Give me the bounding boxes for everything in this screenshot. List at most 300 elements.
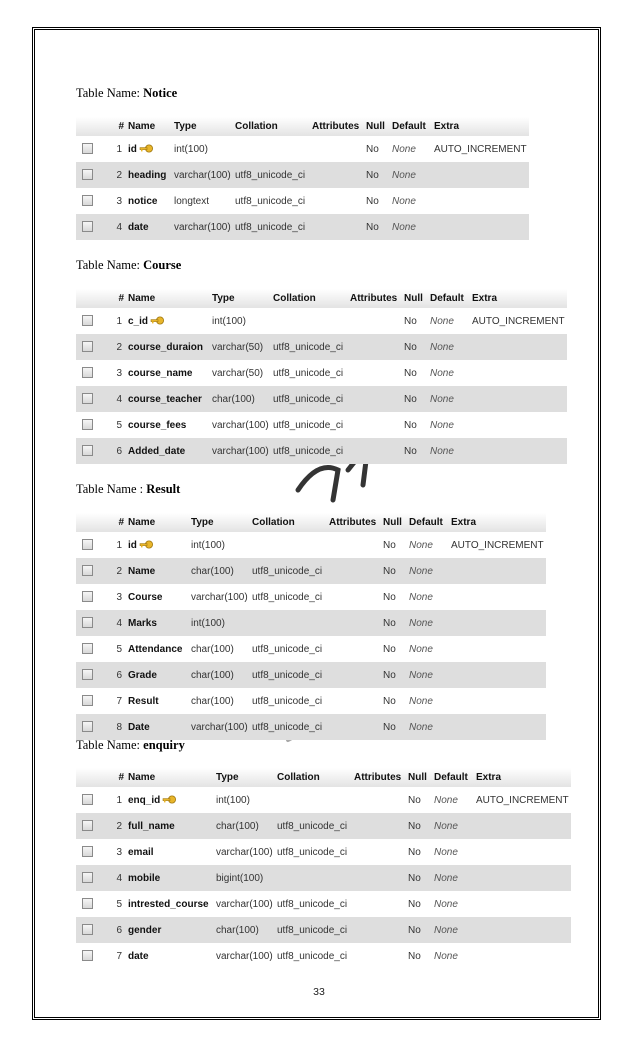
extra-cell bbox=[432, 188, 529, 214]
column-header-field-type[interactable]: Type bbox=[189, 513, 250, 532]
attributes-cell bbox=[352, 917, 406, 943]
field-type-text: varchar(50) bbox=[212, 367, 264, 379]
row-checkbox[interactable] bbox=[82, 898, 93, 909]
row-checkbox[interactable] bbox=[82, 393, 93, 404]
null-cell bbox=[364, 188, 390, 214]
default-text: None bbox=[409, 539, 433, 551]
row-number-text: 2 bbox=[116, 820, 122, 832]
field-type-cell bbox=[210, 412, 271, 438]
attributes-cell bbox=[327, 714, 381, 740]
column-header-collation[interactable]: Collation bbox=[275, 768, 352, 787]
field-name-text: full_name bbox=[128, 820, 175, 832]
row-select-cell bbox=[76, 865, 108, 891]
default-text: None bbox=[434, 794, 458, 806]
extra-cell bbox=[474, 813, 571, 839]
column-header-row-number[interactable]: # bbox=[108, 513, 126, 532]
row-number-text: 2 bbox=[116, 169, 122, 181]
row-number-text: 1 bbox=[116, 794, 122, 806]
row-checkbox[interactable] bbox=[82, 367, 93, 378]
extra-cell bbox=[449, 558, 546, 584]
default-text: None bbox=[430, 367, 454, 379]
extra-text: AUTO_INCREMENT bbox=[451, 539, 544, 551]
field-type-text: varchar(100) bbox=[216, 846, 273, 858]
row-checkbox[interactable] bbox=[82, 924, 93, 935]
column-header-field-name[interactable]: Name bbox=[126, 289, 210, 308]
table-row bbox=[76, 162, 529, 188]
row-number-cell bbox=[108, 714, 126, 740]
field-type-cell bbox=[214, 787, 275, 813]
field-type-cell bbox=[189, 558, 250, 584]
column-header-attributes[interactable]: Attributes bbox=[352, 768, 406, 787]
row-number-text: 5 bbox=[116, 643, 122, 655]
row-number-text: 6 bbox=[116, 924, 122, 936]
column-header-attributes[interactable]: Attributes bbox=[310, 117, 364, 136]
null-cell bbox=[406, 943, 432, 969]
null-text: No bbox=[366, 195, 379, 207]
default-text: None bbox=[392, 169, 416, 181]
extra-cell bbox=[449, 662, 546, 688]
collation-cell bbox=[271, 308, 348, 334]
column-header-field-type[interactable]: Type bbox=[210, 289, 271, 308]
field-type-cell bbox=[172, 162, 233, 188]
collation-text: utf8_unicode_ci bbox=[273, 445, 344, 457]
field-name-text: gender bbox=[128, 924, 162, 936]
field-name-cell bbox=[126, 558, 189, 584]
default-text: None bbox=[409, 643, 433, 655]
row-select-cell bbox=[76, 334, 108, 360]
column-header-extra[interactable]: Extra bbox=[474, 768, 571, 787]
row-number-cell bbox=[108, 162, 126, 188]
row-number-cell bbox=[108, 839, 126, 865]
default-text: None bbox=[430, 445, 454, 457]
field-name-text: Marks bbox=[128, 617, 157, 629]
collation-text: utf8_unicode_ci bbox=[277, 820, 348, 832]
field-name-cell bbox=[126, 532, 189, 558]
column-header-extra[interactable]: Extra bbox=[449, 513, 546, 532]
row-number-text: 4 bbox=[116, 872, 122, 884]
field-name-text: c_id bbox=[128, 315, 149, 327]
field-name-cell bbox=[126, 636, 189, 662]
row-select-cell bbox=[76, 162, 108, 188]
structure-table-enquiry bbox=[76, 768, 571, 969]
default-text: None bbox=[392, 221, 416, 233]
table-title-result: Table Name : Result bbox=[76, 482, 181, 496]
field-type-cell bbox=[210, 334, 271, 360]
field-name-cell bbox=[126, 813, 214, 839]
attributes-cell bbox=[352, 891, 406, 917]
default-text: None bbox=[392, 195, 416, 207]
collation-text: utf8_unicode_ci bbox=[252, 565, 323, 577]
default-cell bbox=[390, 162, 432, 188]
column-header-collation[interactable]: Collation bbox=[233, 117, 310, 136]
row-select-cell bbox=[76, 787, 108, 813]
table-row bbox=[76, 214, 529, 240]
extra-cell bbox=[449, 688, 546, 714]
null-text: No bbox=[383, 669, 396, 681]
null-cell bbox=[406, 865, 432, 891]
field-type-text: char(100) bbox=[212, 393, 255, 405]
null-text: No bbox=[404, 419, 417, 431]
row-checkbox[interactable] bbox=[82, 591, 93, 602]
attributes-cell bbox=[348, 412, 402, 438]
collation-text: utf8_unicode_ci bbox=[273, 393, 344, 405]
row-checkbox[interactable] bbox=[82, 820, 93, 831]
null-text: No bbox=[383, 643, 396, 655]
row-number-cell bbox=[108, 136, 126, 162]
collation-cell bbox=[250, 584, 327, 610]
null-cell bbox=[364, 162, 390, 188]
row-number-cell bbox=[108, 662, 126, 688]
row-checkbox[interactable] bbox=[82, 721, 93, 732]
collation-cell bbox=[271, 438, 348, 464]
field-type-cell bbox=[210, 360, 271, 386]
attributes-cell bbox=[310, 162, 364, 188]
extra-cell bbox=[474, 865, 571, 891]
attributes-cell bbox=[327, 636, 381, 662]
column-header-null[interactable]: Null bbox=[406, 768, 432, 787]
field-name-text: course_teacher bbox=[128, 393, 202, 405]
row-select-cell bbox=[76, 558, 108, 584]
row-select-cell bbox=[76, 688, 108, 714]
field-type-text: int(100) bbox=[191, 539, 225, 551]
field-type-text: int(100) bbox=[216, 794, 250, 806]
table-title-enquiry: Table Name: enquiry bbox=[76, 738, 185, 752]
null-text: No bbox=[383, 539, 396, 551]
null-text: No bbox=[408, 924, 421, 936]
collation-text: utf8_unicode_ci bbox=[235, 169, 306, 181]
field-type-text: int(100) bbox=[174, 143, 208, 155]
default-cell bbox=[407, 584, 449, 610]
null-text: No bbox=[408, 950, 421, 962]
field-name-cell bbox=[126, 714, 189, 740]
primary-key-icon bbox=[139, 144, 153, 153]
row-number-text: 8 bbox=[116, 721, 122, 733]
field-name-text: intrested_course bbox=[128, 898, 209, 910]
row-select-cell bbox=[76, 532, 108, 558]
column-header-null[interactable]: Null bbox=[402, 289, 428, 308]
field-name-cell bbox=[126, 438, 210, 464]
field-name-text: Grade bbox=[128, 669, 157, 681]
attributes-cell bbox=[327, 688, 381, 714]
row-checkbox[interactable] bbox=[82, 341, 93, 352]
collation-cell bbox=[275, 891, 352, 917]
column-header-row-number[interactable]: # bbox=[108, 768, 126, 787]
row-checkbox[interactable] bbox=[82, 169, 93, 180]
collation-cell bbox=[275, 917, 352, 943]
field-type-text: varchar(100) bbox=[174, 169, 231, 181]
null-text: No bbox=[408, 898, 421, 910]
null-cell bbox=[402, 386, 428, 412]
null-cell bbox=[406, 813, 432, 839]
table-row bbox=[76, 688, 546, 714]
structure-table-result bbox=[76, 513, 546, 740]
table-title-course: Table Name: Course bbox=[76, 258, 182, 272]
field-name-text: Result bbox=[128, 695, 159, 707]
column-header-collation[interactable]: Collation bbox=[271, 289, 348, 308]
default-text: None bbox=[409, 721, 433, 733]
row-checkbox[interactable] bbox=[82, 669, 93, 680]
table-row bbox=[76, 714, 546, 740]
row-select-cell bbox=[76, 839, 108, 865]
null-text: No bbox=[383, 721, 396, 733]
field-name-text: Added_date bbox=[128, 445, 186, 457]
table-row bbox=[76, 386, 567, 412]
collation-text: utf8_unicode_ci bbox=[252, 669, 323, 681]
default-cell bbox=[432, 839, 474, 865]
table-row bbox=[76, 891, 571, 917]
field-name-cell bbox=[126, 610, 189, 636]
collation-cell bbox=[271, 334, 348, 360]
table-row bbox=[76, 584, 546, 610]
row-checkbox[interactable] bbox=[82, 617, 93, 628]
collation-cell bbox=[250, 532, 327, 558]
column-header-field-type[interactable]: Type bbox=[214, 768, 275, 787]
field-name-text: notice bbox=[128, 195, 158, 207]
row-checkbox[interactable] bbox=[82, 315, 93, 326]
row-number-cell bbox=[108, 188, 126, 214]
row-number-text: 2 bbox=[116, 341, 122, 353]
field-type-text: varchar(100) bbox=[216, 950, 273, 962]
row-select-cell bbox=[76, 610, 108, 636]
field-type-text: varchar(100) bbox=[216, 898, 273, 910]
field-type-cell bbox=[210, 386, 271, 412]
row-select-cell bbox=[76, 136, 108, 162]
column-header-field-name[interactable]: Name bbox=[126, 768, 214, 787]
row-select-cell bbox=[76, 943, 108, 969]
default-cell bbox=[428, 360, 470, 386]
column-header-extra[interactable]: Extra bbox=[432, 117, 529, 136]
attributes-cell bbox=[352, 865, 406, 891]
default-cell bbox=[428, 438, 470, 464]
row-number-cell bbox=[108, 360, 126, 386]
column-header-extra[interactable]: Extra bbox=[470, 289, 567, 308]
field-name-cell bbox=[126, 412, 210, 438]
field-name-cell bbox=[126, 386, 210, 412]
null-cell bbox=[381, 584, 407, 610]
column-header-field-name[interactable]: Name bbox=[126, 513, 189, 532]
table-row bbox=[76, 136, 529, 162]
row-checkbox[interactable] bbox=[82, 846, 93, 857]
extra-text: AUTO_INCREMENT bbox=[472, 315, 565, 327]
field-name-cell bbox=[126, 943, 214, 969]
row-number-text: 5 bbox=[116, 898, 122, 910]
collation-text: utf8_unicode_ci bbox=[273, 419, 344, 431]
collation-text: utf8_unicode_ci bbox=[273, 341, 344, 353]
collation-cell bbox=[271, 360, 348, 386]
field-name-text: course_duraion bbox=[128, 341, 204, 353]
row-select-cell bbox=[76, 891, 108, 917]
field-name-text: mobile bbox=[128, 872, 161, 884]
null-cell bbox=[381, 610, 407, 636]
row-number-cell bbox=[108, 787, 126, 813]
primary-key-icon bbox=[139, 540, 153, 549]
field-name-text: heading bbox=[128, 169, 167, 181]
extra-cell bbox=[449, 714, 546, 740]
field-type-cell bbox=[189, 610, 250, 636]
field-name-cell bbox=[126, 334, 210, 360]
row-number-cell bbox=[108, 584, 126, 610]
row-checkbox[interactable] bbox=[82, 419, 93, 430]
default-cell bbox=[428, 334, 470, 360]
row-select-cell bbox=[76, 386, 108, 412]
field-name-cell bbox=[126, 188, 172, 214]
row-number-text: 7 bbox=[116, 695, 122, 707]
null-cell bbox=[406, 787, 432, 813]
null-text: No bbox=[404, 315, 417, 327]
table-title-notice: Table Name: Notice bbox=[76, 86, 178, 100]
collation-cell bbox=[233, 188, 310, 214]
field-type-cell bbox=[172, 188, 233, 214]
extra-cell bbox=[470, 386, 567, 412]
row-number-cell bbox=[108, 214, 126, 240]
default-cell bbox=[407, 532, 449, 558]
column-header-null[interactable]: Null bbox=[381, 513, 407, 532]
column-header-attributes[interactable]: Attributes bbox=[348, 289, 402, 308]
field-type-text: char(100) bbox=[191, 695, 234, 707]
field-name-cell bbox=[126, 688, 189, 714]
column-header-collation[interactable]: Collation bbox=[250, 513, 327, 532]
column-header-default[interactable]: Default bbox=[428, 289, 470, 308]
null-cell bbox=[402, 334, 428, 360]
null-cell bbox=[406, 891, 432, 917]
field-type-cell bbox=[214, 891, 275, 917]
field-type-text: varchar(100) bbox=[191, 721, 248, 733]
field-type-cell bbox=[189, 532, 250, 558]
row-checkbox[interactable] bbox=[82, 695, 93, 706]
field-type-cell bbox=[214, 865, 275, 891]
extra-cell bbox=[432, 136, 529, 162]
field-type-text: varchar(100) bbox=[174, 221, 231, 233]
row-number-text: 6 bbox=[116, 669, 122, 681]
field-name-cell bbox=[126, 584, 189, 610]
row-checkbox[interactable] bbox=[82, 445, 93, 456]
column-header-row-number[interactable]: # bbox=[108, 117, 126, 136]
field-name-text: Attendance bbox=[128, 643, 183, 655]
row-checkbox[interactable] bbox=[82, 950, 93, 961]
null-cell bbox=[381, 714, 407, 740]
collation-text: utf8_unicode_ci bbox=[277, 950, 348, 962]
default-cell bbox=[432, 943, 474, 969]
field-type-text: varchar(100) bbox=[212, 419, 269, 431]
field-type-cell bbox=[214, 813, 275, 839]
default-text: None bbox=[430, 315, 454, 327]
collation-cell bbox=[250, 688, 327, 714]
field-name-cell bbox=[126, 787, 214, 813]
null-cell bbox=[364, 136, 390, 162]
default-cell bbox=[407, 714, 449, 740]
row-number-text: 3 bbox=[116, 195, 122, 207]
row-number-cell bbox=[108, 438, 126, 464]
null-text: No bbox=[383, 695, 396, 707]
column-header-field-type[interactable]: Type bbox=[172, 117, 233, 136]
row-checkbox[interactable] bbox=[82, 195, 93, 206]
row-number-text: 3 bbox=[116, 591, 122, 603]
table-row bbox=[76, 558, 546, 584]
collation-text: utf8_unicode_ci bbox=[252, 721, 323, 733]
extra-cell bbox=[470, 412, 567, 438]
column-header-row-number[interactable]: # bbox=[108, 289, 126, 308]
null-text: No bbox=[383, 591, 396, 603]
extra-cell bbox=[432, 162, 529, 188]
row-number-cell bbox=[108, 308, 126, 334]
field-type-cell bbox=[172, 136, 233, 162]
default-text: None bbox=[409, 617, 433, 629]
row-number-text: 6 bbox=[116, 445, 122, 457]
attributes-cell bbox=[352, 839, 406, 865]
row-select-cell bbox=[76, 584, 108, 610]
attributes-cell bbox=[348, 334, 402, 360]
column-header-field-name[interactable]: Name bbox=[126, 117, 172, 136]
primary-key-icon bbox=[162, 795, 176, 804]
table-row bbox=[76, 412, 567, 438]
null-cell bbox=[406, 917, 432, 943]
row-checkbox[interactable] bbox=[82, 221, 93, 232]
field-name-cell bbox=[126, 891, 214, 917]
default-cell bbox=[428, 386, 470, 412]
field-name-text: id bbox=[128, 143, 137, 155]
default-cell bbox=[407, 558, 449, 584]
row-number-text: 3 bbox=[116, 846, 122, 858]
column-header-default[interactable]: Default bbox=[407, 513, 449, 532]
attributes-cell bbox=[327, 584, 381, 610]
collation-cell bbox=[233, 214, 310, 240]
collation-cell bbox=[275, 865, 352, 891]
field-type-text: char(100) bbox=[191, 565, 234, 577]
default-text: None bbox=[434, 898, 458, 910]
field-name-cell bbox=[126, 839, 214, 865]
field-type-cell bbox=[214, 839, 275, 865]
collation-cell bbox=[271, 386, 348, 412]
null-cell bbox=[381, 532, 407, 558]
null-text: No bbox=[408, 846, 421, 858]
table-row bbox=[76, 360, 567, 386]
row-checkbox[interactable] bbox=[82, 872, 93, 883]
extra-cell bbox=[474, 787, 571, 813]
field-name-cell bbox=[126, 308, 210, 334]
column-header-default[interactable]: Default bbox=[390, 117, 432, 136]
column-header-null[interactable]: Null bbox=[364, 117, 390, 136]
row-checkbox[interactable] bbox=[82, 643, 93, 654]
row-number-cell bbox=[108, 610, 126, 636]
row-checkbox[interactable] bbox=[82, 794, 93, 805]
row-number-cell bbox=[108, 412, 126, 438]
column-header-default[interactable]: Default bbox=[432, 768, 474, 787]
attributes-cell bbox=[310, 214, 364, 240]
row-checkbox[interactable] bbox=[82, 539, 93, 550]
table-row bbox=[76, 943, 571, 969]
extra-text: AUTO_INCREMENT bbox=[434, 143, 527, 155]
null-text: No bbox=[408, 794, 421, 806]
default-text: None bbox=[434, 820, 458, 832]
field-type-cell bbox=[214, 917, 275, 943]
table-row bbox=[76, 532, 546, 558]
column-header-attributes[interactable]: Attributes bbox=[327, 513, 381, 532]
default-text: None bbox=[409, 669, 433, 681]
row-checkbox[interactable] bbox=[82, 143, 93, 154]
row-number-text: 1 bbox=[116, 539, 122, 551]
field-name-text: course_fees bbox=[128, 419, 187, 431]
collation-cell bbox=[275, 813, 352, 839]
row-number-text: 4 bbox=[116, 221, 122, 233]
row-number-text: 1 bbox=[116, 315, 122, 327]
row-number-text: 3 bbox=[116, 367, 122, 379]
row-number-cell bbox=[108, 943, 126, 969]
field-type-cell bbox=[189, 714, 250, 740]
extra-cell bbox=[474, 943, 571, 969]
row-number-cell bbox=[108, 558, 126, 584]
collation-cell bbox=[250, 610, 327, 636]
row-checkbox[interactable] bbox=[82, 565, 93, 576]
